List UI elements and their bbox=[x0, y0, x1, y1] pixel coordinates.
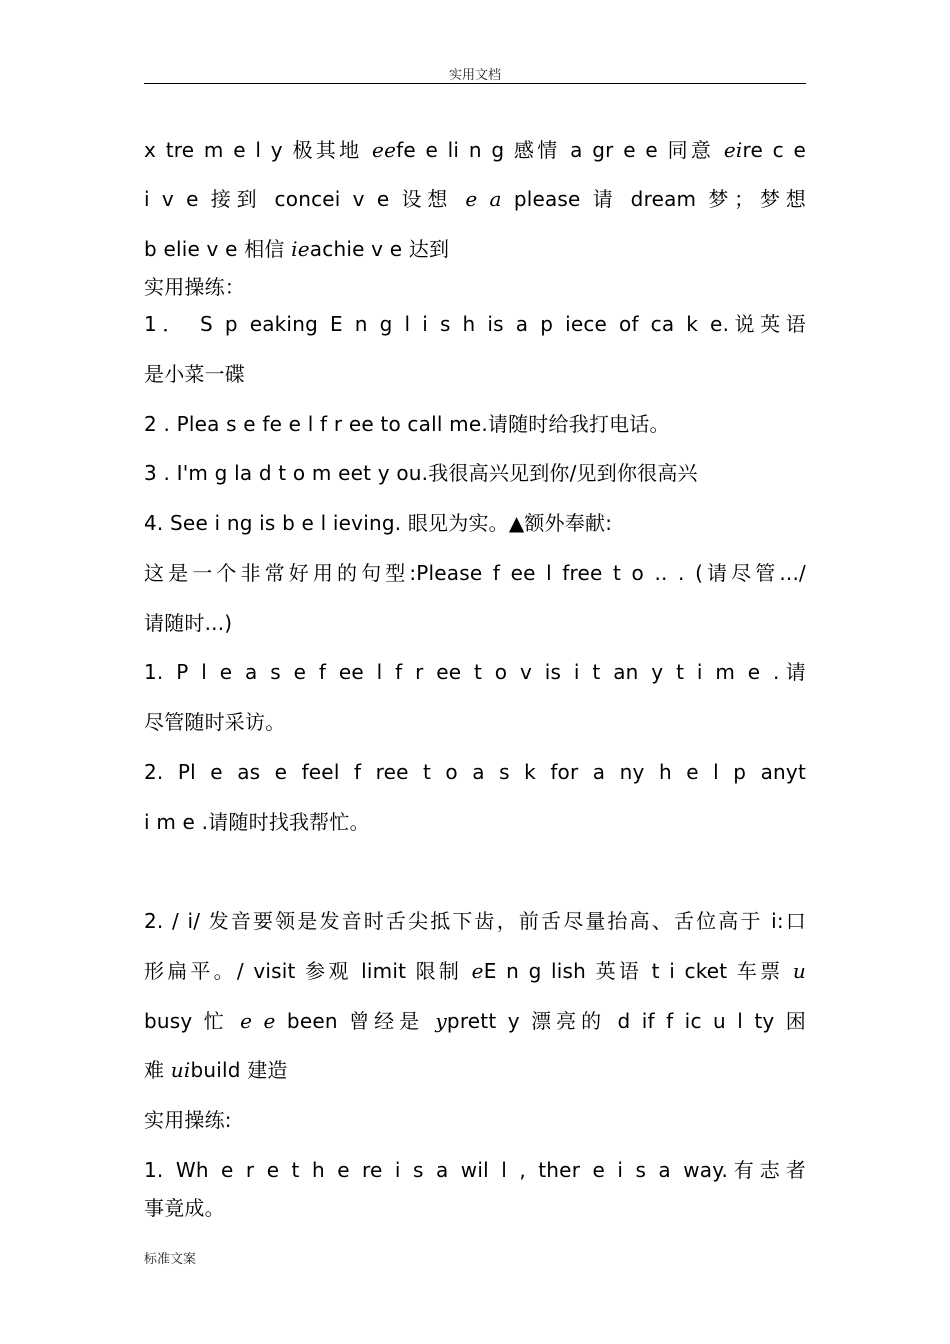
italic-phonetic-fragment: y bbox=[435, 1009, 447, 1033]
text-fragment: achie v e 达到 bbox=[309, 237, 450, 261]
text-fragment: fe e li n g 感情 a gr e e 同意 bbox=[396, 138, 724, 162]
text-fragment: 1. Wh e r e t h e re i s a wil l , ther e i s a way.有志者 bbox=[144, 1158, 806, 1182]
text-fragment: 请随时...) bbox=[144, 611, 233, 635]
text-line bbox=[144, 511, 806, 535]
text-fragment: busy 忙 bbox=[144, 1009, 241, 1033]
text-line bbox=[144, 561, 806, 585]
text-line bbox=[144, 1058, 806, 1082]
text-line bbox=[144, 275, 806, 299]
text-line bbox=[144, 710, 806, 734]
text-line bbox=[144, 909, 806, 933]
text-line bbox=[144, 760, 806, 784]
text-fragment: E n g lish 英语 t i cket 车票 bbox=[483, 959, 793, 983]
text-fragment: 2. / i/ 发音要领是发音时舌尖抵下齿，前舌尽量抬高、舌位高于 i:口 bbox=[144, 909, 806, 933]
text-fragment: 2 . Plea s e fe e l f r ee to call me.请随时给我打电话。 bbox=[144, 412, 670, 436]
text-fragment: been 曾经是 bbox=[275, 1009, 436, 1033]
text-fragment: 难 bbox=[144, 1058, 171, 1082]
text-fragment: re c e bbox=[742, 138, 806, 162]
page-footer: 标准文案 bbox=[144, 1252, 197, 1267]
text-fragment: 实用操练： bbox=[144, 275, 245, 299]
text-line bbox=[144, 362, 806, 386]
text-fragment: 1． S p eaking E n g l i s h is a p iece of ca k e.说英语 bbox=[144, 312, 806, 336]
text-fragment: i m e .请随时找我帮忙。 bbox=[144, 810, 370, 834]
text-fragment: 1. P l e a s e f ee l f r ee t o v is i t an y t i m e .请 bbox=[144, 660, 806, 684]
text-fragment: 是小菜一碟 bbox=[144, 362, 245, 386]
italic-phonetic-fragment: ui bbox=[170, 1058, 191, 1082]
italic-phonetic-fragment: e e bbox=[240, 1009, 276, 1033]
text-fragment: 形扁平。/ visit 参观 limit 限制 bbox=[144, 959, 472, 983]
text-line bbox=[144, 611, 806, 635]
text-fragment: build 建造 bbox=[190, 1058, 288, 1082]
text-fragment: 2. Pl e as e feel f ree t o a s k for a ny h e l p anyt bbox=[144, 760, 806, 784]
text-fragment: 尽管随时采访。 bbox=[144, 710, 286, 734]
text-line bbox=[144, 959, 806, 983]
text-line bbox=[144, 660, 806, 684]
text-line bbox=[144, 312, 806, 336]
page-header: 实用文档 bbox=[448, 68, 501, 83]
italic-phonetic-fragment: ee bbox=[372, 138, 397, 162]
text-fragment: 4. See i ng is b e l ieving. 眼见为实。▲额外奉献: bbox=[144, 511, 613, 535]
text-fragment: i v e 接到 concei v e 设想 bbox=[144, 187, 466, 211]
text-line bbox=[144, 412, 806, 436]
text-line bbox=[144, 1009, 806, 1033]
text-line bbox=[144, 461, 806, 485]
text-line bbox=[144, 1108, 806, 1132]
italic-phonetic-fragment: ei bbox=[723, 138, 743, 162]
text-fragment: 这是一个非常好用的句型:Please f ee l free t o .. . (请尽管.../ bbox=[144, 561, 806, 585]
text-fragment: 事竟成。 bbox=[144, 1196, 225, 1220]
text-fragment: prett y 漂亮的 d if f ic u l ty 困 bbox=[446, 1009, 806, 1033]
italic-phonetic-fragment: u bbox=[792, 959, 806, 983]
text-line bbox=[144, 138, 806, 162]
text-line bbox=[144, 237, 806, 261]
text-fragment: x tre m e l y 极其地 bbox=[144, 138, 373, 162]
text-fragment: b elie v e 相信 bbox=[144, 237, 292, 261]
text-line bbox=[144, 187, 806, 211]
italic-phonetic-fragment: e bbox=[471, 959, 484, 983]
text-line bbox=[144, 1158, 806, 1182]
italic-phonetic-fragment: ie bbox=[291, 237, 310, 261]
italic-phonetic-fragment: e a bbox=[465, 187, 502, 211]
text-fragment: please 请 dream 梦；梦想 bbox=[501, 187, 806, 211]
text-fragment: 实用操练: bbox=[144, 1108, 232, 1132]
text-line bbox=[144, 810, 806, 834]
text-line bbox=[144, 1196, 806, 1220]
header-divider bbox=[144, 83, 806, 84]
text-fragment: 3 . I'm g la d t o m eet y ou.我很高兴见到你/见到你很高兴 bbox=[144, 461, 698, 485]
